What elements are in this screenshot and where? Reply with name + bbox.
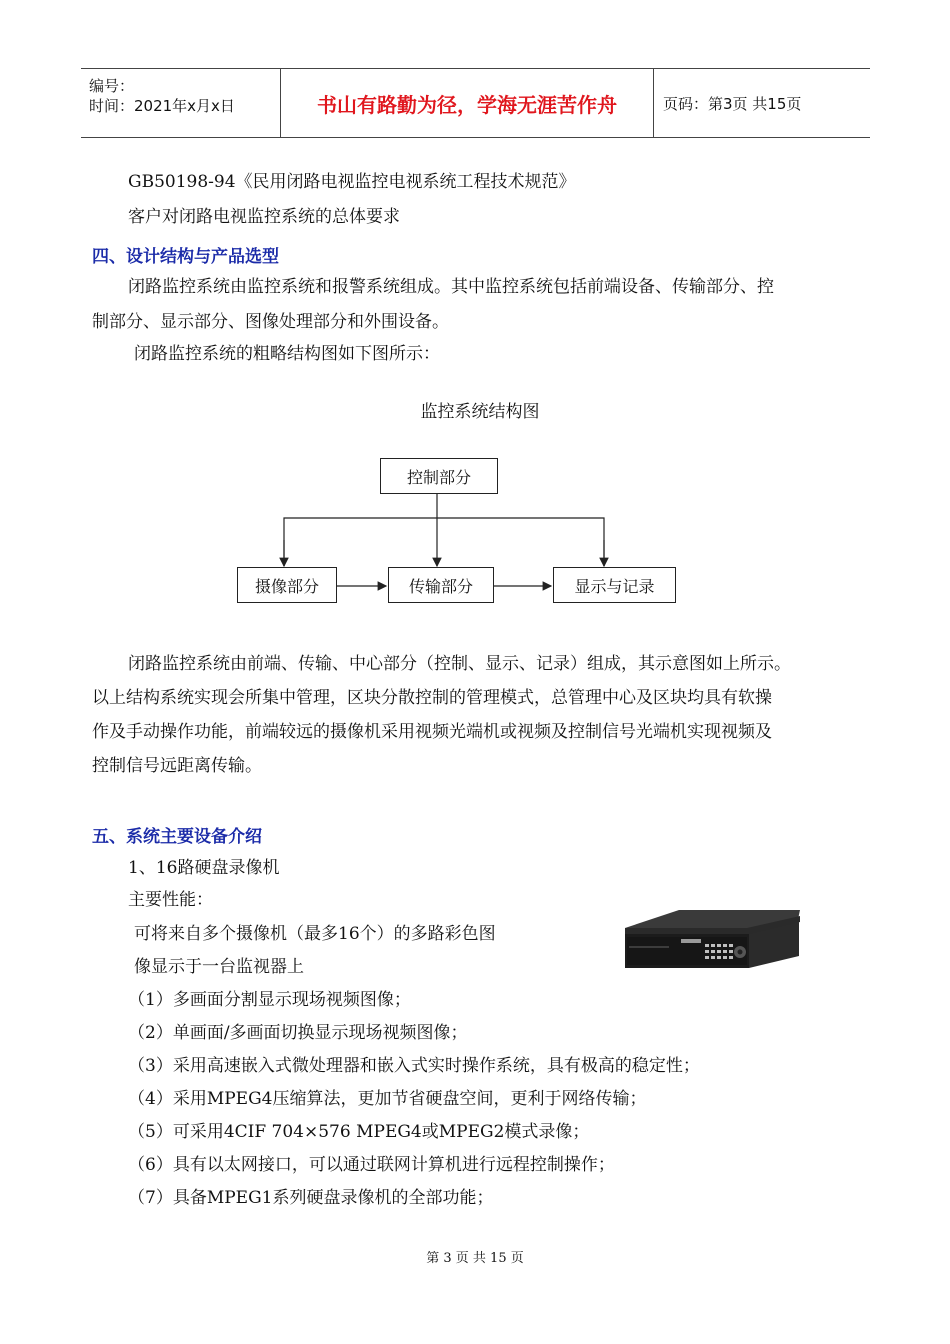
ref-standard: GB50198-94《民用闭路电视监控电视系统工程技术规范》 — [128, 172, 576, 192]
feature-item: （7）具备MPEG1系列硬盘录像机的全部功能； — [128, 1188, 494, 1208]
intro-line2: 像显示于一台监视器上 — [134, 957, 304, 977]
structure-diagram-connectors — [0, 0, 950, 640]
section4-para1-line1: 闭路监控系统由监控系统和报警系统组成。其中监控系统包括前端设备、传输部分、控 — [128, 277, 774, 297]
diagram-box-control: 控制部分 — [380, 458, 498, 494]
feature-item: （5）可采用4CIF 704×576 MPEG4或MPEG2模式录像； — [128, 1122, 590, 1142]
header-motto: 书山有路勤为径，学海无涯苦作舟 — [317, 93, 617, 117]
item1-title: 1、16路硬盘录像机 — [128, 858, 280, 878]
diagram-box-transmission: 传输部分 — [388, 567, 494, 603]
feature-item: （6）具有以太网接口，可以通过联网计算机进行远程控制操作； — [128, 1155, 615, 1175]
feature-item: （2）单画面/多画面切换显示现场视频图像； — [128, 1023, 468, 1043]
intro-line1: 可将来自多个摄像机（最多16个）的多路彩色图 — [134, 924, 496, 944]
diagram-box-camera: 摄像部分 — [237, 567, 337, 603]
dvr-device-image — [617, 906, 802, 972]
time-label: 时间：2021年x月x日 — [89, 97, 235, 115]
feature-item: （1）多画面分割显示现场视频图像； — [128, 990, 411, 1010]
section4-para2: 闭路监控系统的粗略结构图如下图所示： — [134, 344, 440, 364]
page-footer: 第 3 页 共 15 页 — [426, 1251, 524, 1266]
section4-para3-line3: 作及手动操作功能，前端较远的摄像机采用视频光端机或视频及控制信号光端机实现视频及 — [92, 722, 772, 742]
header-page-label: 页码：第3页 共15页 — [663, 95, 802, 113]
main-performance-label: 主要性能： — [128, 890, 213, 910]
section5-title: 五、系统主要设备介绍 — [92, 827, 262, 847]
section4-para3-line1: 闭路监控系统由前端、传输、中心部分（控制、显示、记录）组成，其示意图如上所示。 — [128, 654, 791, 674]
diagram-box-display: 显示与记录 — [553, 567, 676, 603]
feature-item: （3）采用高速嵌入式微处理器和嵌入式实时操作系统，具有极高的稳定性； — [128, 1056, 700, 1076]
section4-title: 四、设计结构与产品选型 — [92, 247, 279, 267]
section4-para1-line2: 制部分、显示部分、图像处理部分和外围设备。 — [92, 312, 449, 332]
number-label: 编号： — [89, 77, 135, 95]
branch-line — [284, 518, 604, 566]
ref-customer: 客户对闭路电视监控系统的总体要求 — [128, 207, 400, 227]
section4-para3-line4: 控制信号远距离传输。 — [92, 756, 262, 776]
diagram-title: 监控系统结构图 — [420, 402, 540, 422]
feature-item: （4）采用MPEG4压缩算法，更加节省硬盘空间，更利于网络传输； — [128, 1089, 647, 1109]
section4-para3-line2: 以上结构系统实现会所集中管理，区块分散控制的管理模式，总管理中心及区块均具有软操 — [92, 688, 772, 708]
